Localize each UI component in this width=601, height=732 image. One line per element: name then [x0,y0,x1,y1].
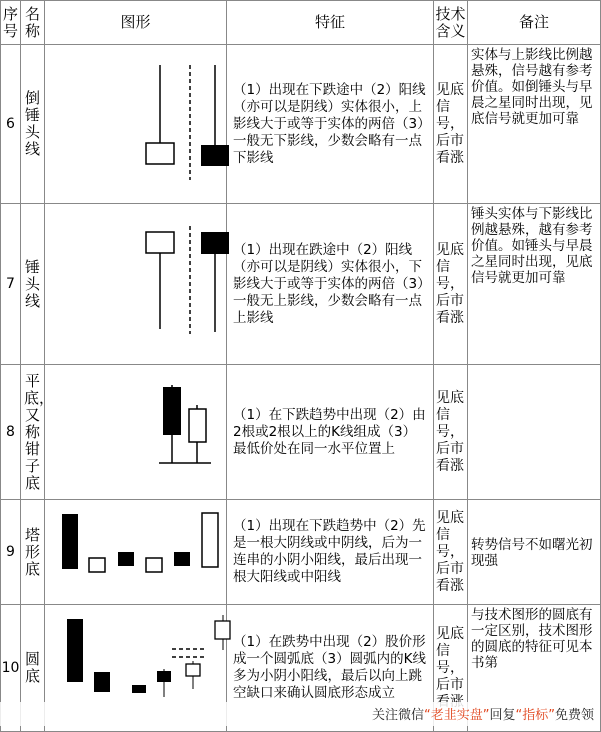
watermark-keyword: “指标” [515,708,555,723]
bearish-candle [201,145,229,166]
bearish-candle [118,552,134,566]
header-figure: 图形 [45,1,227,45]
table-row [1,500,601,605]
pattern-meaning: 见底信号，后市看涨 [434,45,468,204]
header-no: 序号 [1,1,21,45]
pattern-meaning: 见底信号，后市看涨 [434,365,468,500]
table-row [1,365,601,500]
tower-bottom-figure [45,500,227,604]
row-number: 10 [1,605,21,732]
row-number: 7 [1,204,21,365]
header-note: 备注 [468,1,601,45]
bullish-candle [215,621,230,639]
bearish-candle [67,619,83,682]
bullish-candle [189,409,206,442]
pattern-figure-hammer [45,204,227,365]
bearish-candle [163,387,181,435]
bullish-candle [89,558,105,572]
pattern-note: 与技术图形的圆底有一定区别，技术图形的圆底的特征可见本书第 [468,605,601,732]
row-number: 9 [1,500,21,605]
pattern-meaning: 见底信号，后市看涨 [434,204,468,365]
watermark-brand: “老韭实盘” [424,708,490,723]
bullish-candle [186,664,200,676]
pattern-feature: （1）出现在跌途中（2）阳线（亦可以是阴线）实体很小，下影线大于或等于实体的两倍（3）一般无上影线，少数会略有一点上影线 [227,204,434,365]
bullish-candle [202,513,218,567]
pattern-name: 塔形底 [21,500,45,605]
bearish-candle [94,672,110,692]
bearish-candle [157,671,171,682]
hammer-figure [45,204,227,364]
pattern-feature: （1）出现在下跌趋势中（2）先是一根大阴线或中阴线，后为一连串的小阴小阳线，最后出现一根大阳线或中阳线 [227,500,434,605]
header-meaning: 技术含义 [434,1,468,45]
pattern-feature: （1）出现在下跌途中（2）阳线（亦可以是阴线）实体很小，上影线大于或等于实体的两倍（3）一般无下影线，少数会略有一点下影线 [227,45,434,204]
pattern-note [468,365,601,500]
pattern-feature: （1）在下跌趋势中出现（2）由2根或2根以上的K线组成（3）最低价处在同一水平位置上 [227,365,434,500]
row-number: 8 [1,365,21,500]
pattern-figure-tower-bottom [45,500,227,605]
bearish-candle [132,685,146,693]
bullish-candle [146,143,174,164]
bearish-candle [62,514,78,569]
pattern-note: 锤头实体与下影线比例越悬殊，越有参考价值。如锤头与早晨之星同时出现，见底信号就更加可靠 [468,204,601,365]
watermark-text: 关注微信“老韭实盘”回复“指标”免费领 [371,708,594,723]
table-row [1,45,601,204]
header-row [1,1,601,45]
pattern-note: 转势信号不如曙光初现强 [468,500,601,605]
pattern-figure-inverted-hammer [45,45,227,204]
pattern-name: 锤头线 [21,204,45,365]
header-name: 名称 [21,1,45,45]
header-feature: 特征 [227,1,434,45]
table-row [1,204,601,365]
pattern-name: 圆底 [21,605,45,732]
pattern-meaning: 见底信号，后市看涨 [434,500,468,605]
pattern-figure-flat-bottom [45,365,227,500]
pattern-name: 倒锤头线 [21,45,45,204]
row-number: 6 [1,45,21,204]
pattern-note: 实体与上影线比例越悬殊，信号越有参考价值。如倒锤头与早晨之星同时出现，见底信号就更加可靠 [468,45,601,204]
bullish-candle [146,232,174,253]
bearish-candle [174,552,190,566]
pattern-name: 平底，又称钳子底 [21,365,45,500]
flat-bottom-figure [45,365,227,499]
watermark-bar [0,702,600,726]
inverted-hammer-figure [45,45,227,203]
pattern-feature: （1）在跌势中出现（2）股价形成一个圆弧底（3）圆弧内的K线多为小阴小阳线，最后以向上跳空缺口来确认圆底形态成立 [227,605,434,732]
bullish-candle [146,558,162,572]
pattern-meaning: 见底信号，后市 [434,605,468,732]
bearish-candle [201,232,229,254]
